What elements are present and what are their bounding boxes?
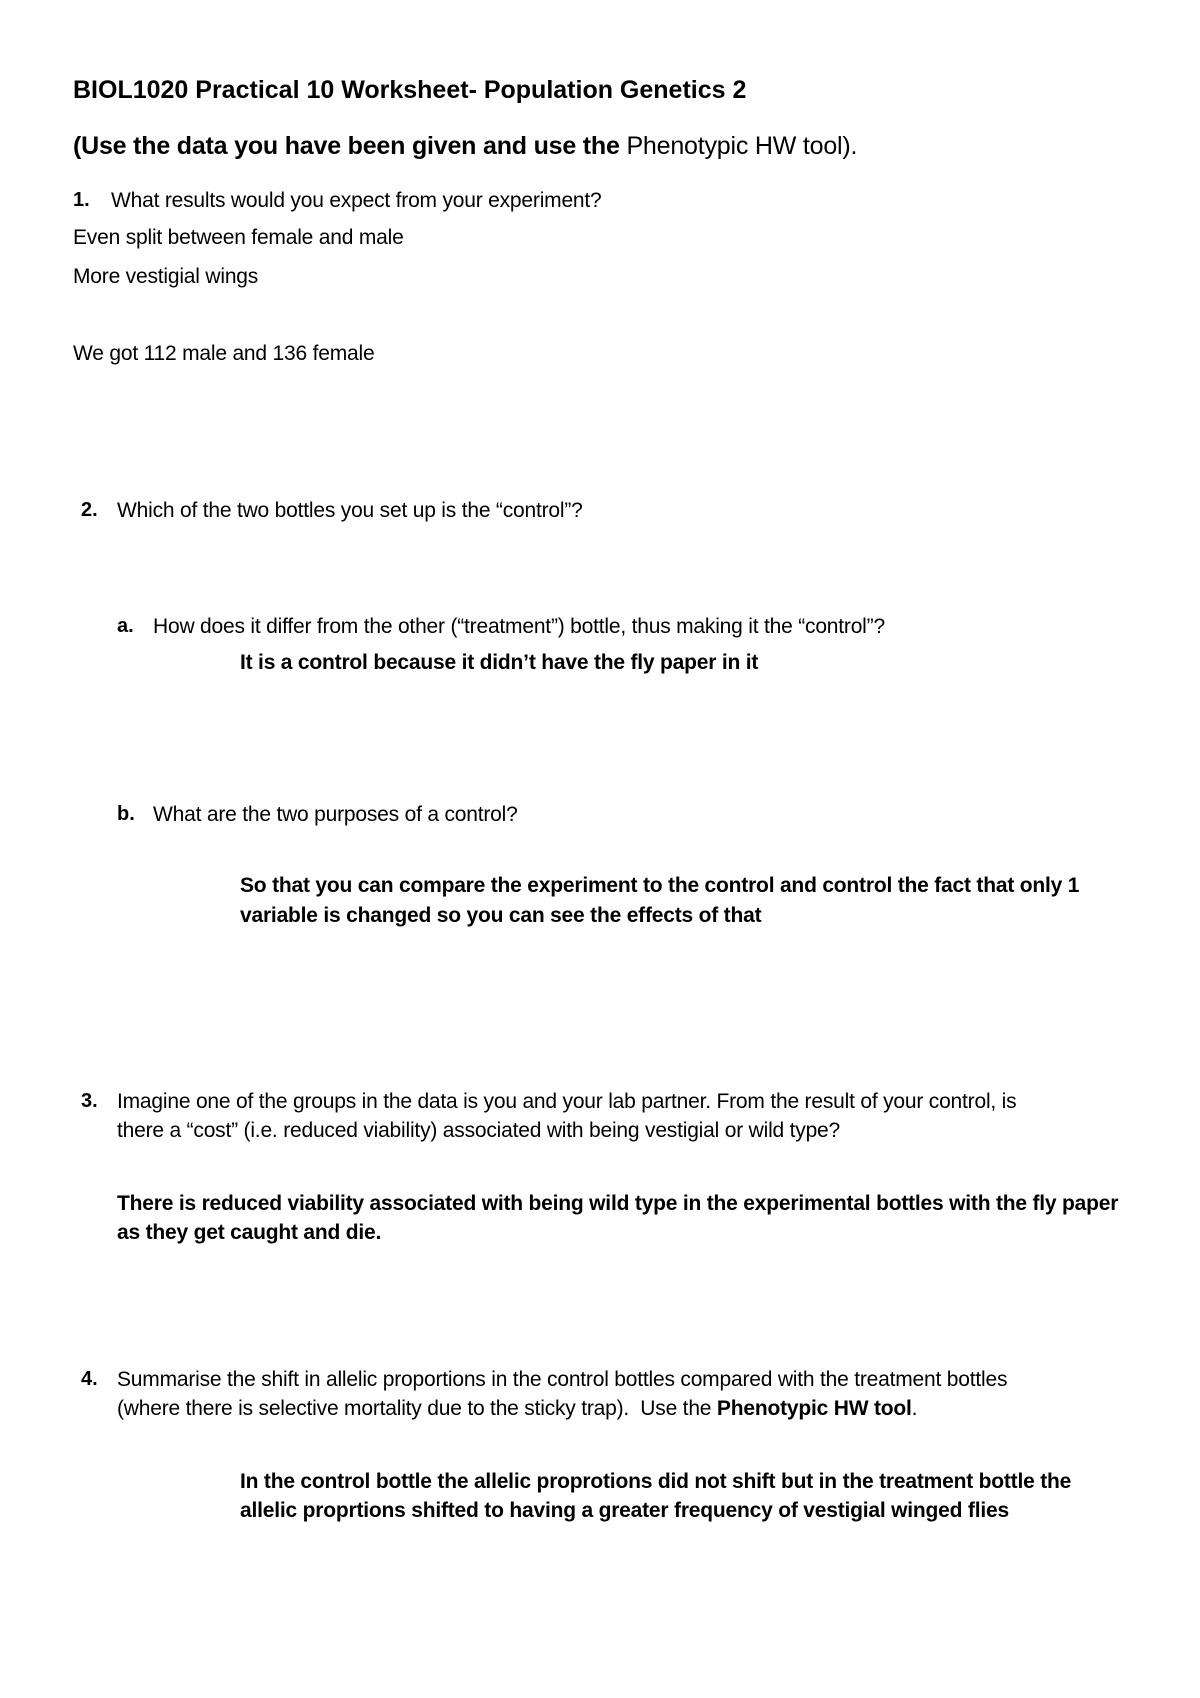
q1-number: 1. — [73, 189, 90, 211]
q3-number: 3. — [81, 1090, 98, 1112]
q2b-label: b. — [117, 803, 135, 825]
q2a-answer: It is a control because it didn’t have the fly paper in it — [240, 651, 759, 674]
q4-question-text: (where there is selective mortality due to the sticky trap). Use the — [117, 1397, 717, 1420]
q1-answer-line: We got 112 male and 136 female — [73, 342, 375, 365]
q4-question-line: Summarise the shift in allelic proportions in the control bottles compared with the treatment bottles — [117, 1368, 1008, 1391]
q3-answer-line: as they get caught and die. — [117, 1221, 382, 1244]
q4-question-line-2 — [117, 1394, 917, 1423]
q2-number: 2. — [81, 499, 98, 521]
q4-answer-line: allelic proprtions shifted to having a greater frequency of vestigial winged flies — [240, 1499, 1009, 1522]
q2a-label: a. — [117, 615, 134, 637]
subtitle-tool-name: Phenotypic HW tool). — [626, 132, 858, 160]
q2b-question: What are the two purposes of a control? — [153, 803, 518, 826]
q4-answer-line: In the control bottle the allelic proprotions did not shift but in the treatment bottle the — [240, 1470, 1072, 1493]
q1-question: What results would you expect from your experiment? — [111, 189, 602, 212]
q4-number: 4. — [81, 1368, 98, 1390]
q2a-question: How does it differ from the other (“treatment”) bottle, thus making it the “control”? — [153, 615, 885, 638]
q2b-answer-line: So that you can compare the experiment to the control and control the fact that only 1 — [240, 874, 1080, 897]
q4-question-end: . — [911, 1397, 918, 1420]
q1-answer-line: Even split between female and male — [73, 226, 404, 249]
page-subtitle — [73, 130, 857, 162]
q3-question-line: Imagine one of the groups in the data is you and your lab partner. From the result of your control, is — [117, 1090, 1017, 1113]
q1-answer-line: More vestigial wings — [73, 265, 259, 288]
subtitle-main: (Use the data you have been given and use the — [73, 132, 627, 160]
q3-question-line: there a “cost” (i.e. reduced viability) associated with being vestigial or wild type? — [117, 1119, 841, 1142]
page-title: BIOL1020 Practical 10 Worksheet- Population Genetics 2 — [73, 76, 747, 104]
q3-answer-line: There is reduced viability associated with being wild type in the experimental bottles with the fly paper — [117, 1192, 1119, 1215]
q4-tool-name: Phenotypic HW tool — [716, 1397, 912, 1420]
q2-question: Which of the two bottles you set up is the “control”? — [117, 499, 583, 522]
q2b-answer-line: variable is changed so you can see the effects of that — [240, 904, 762, 927]
